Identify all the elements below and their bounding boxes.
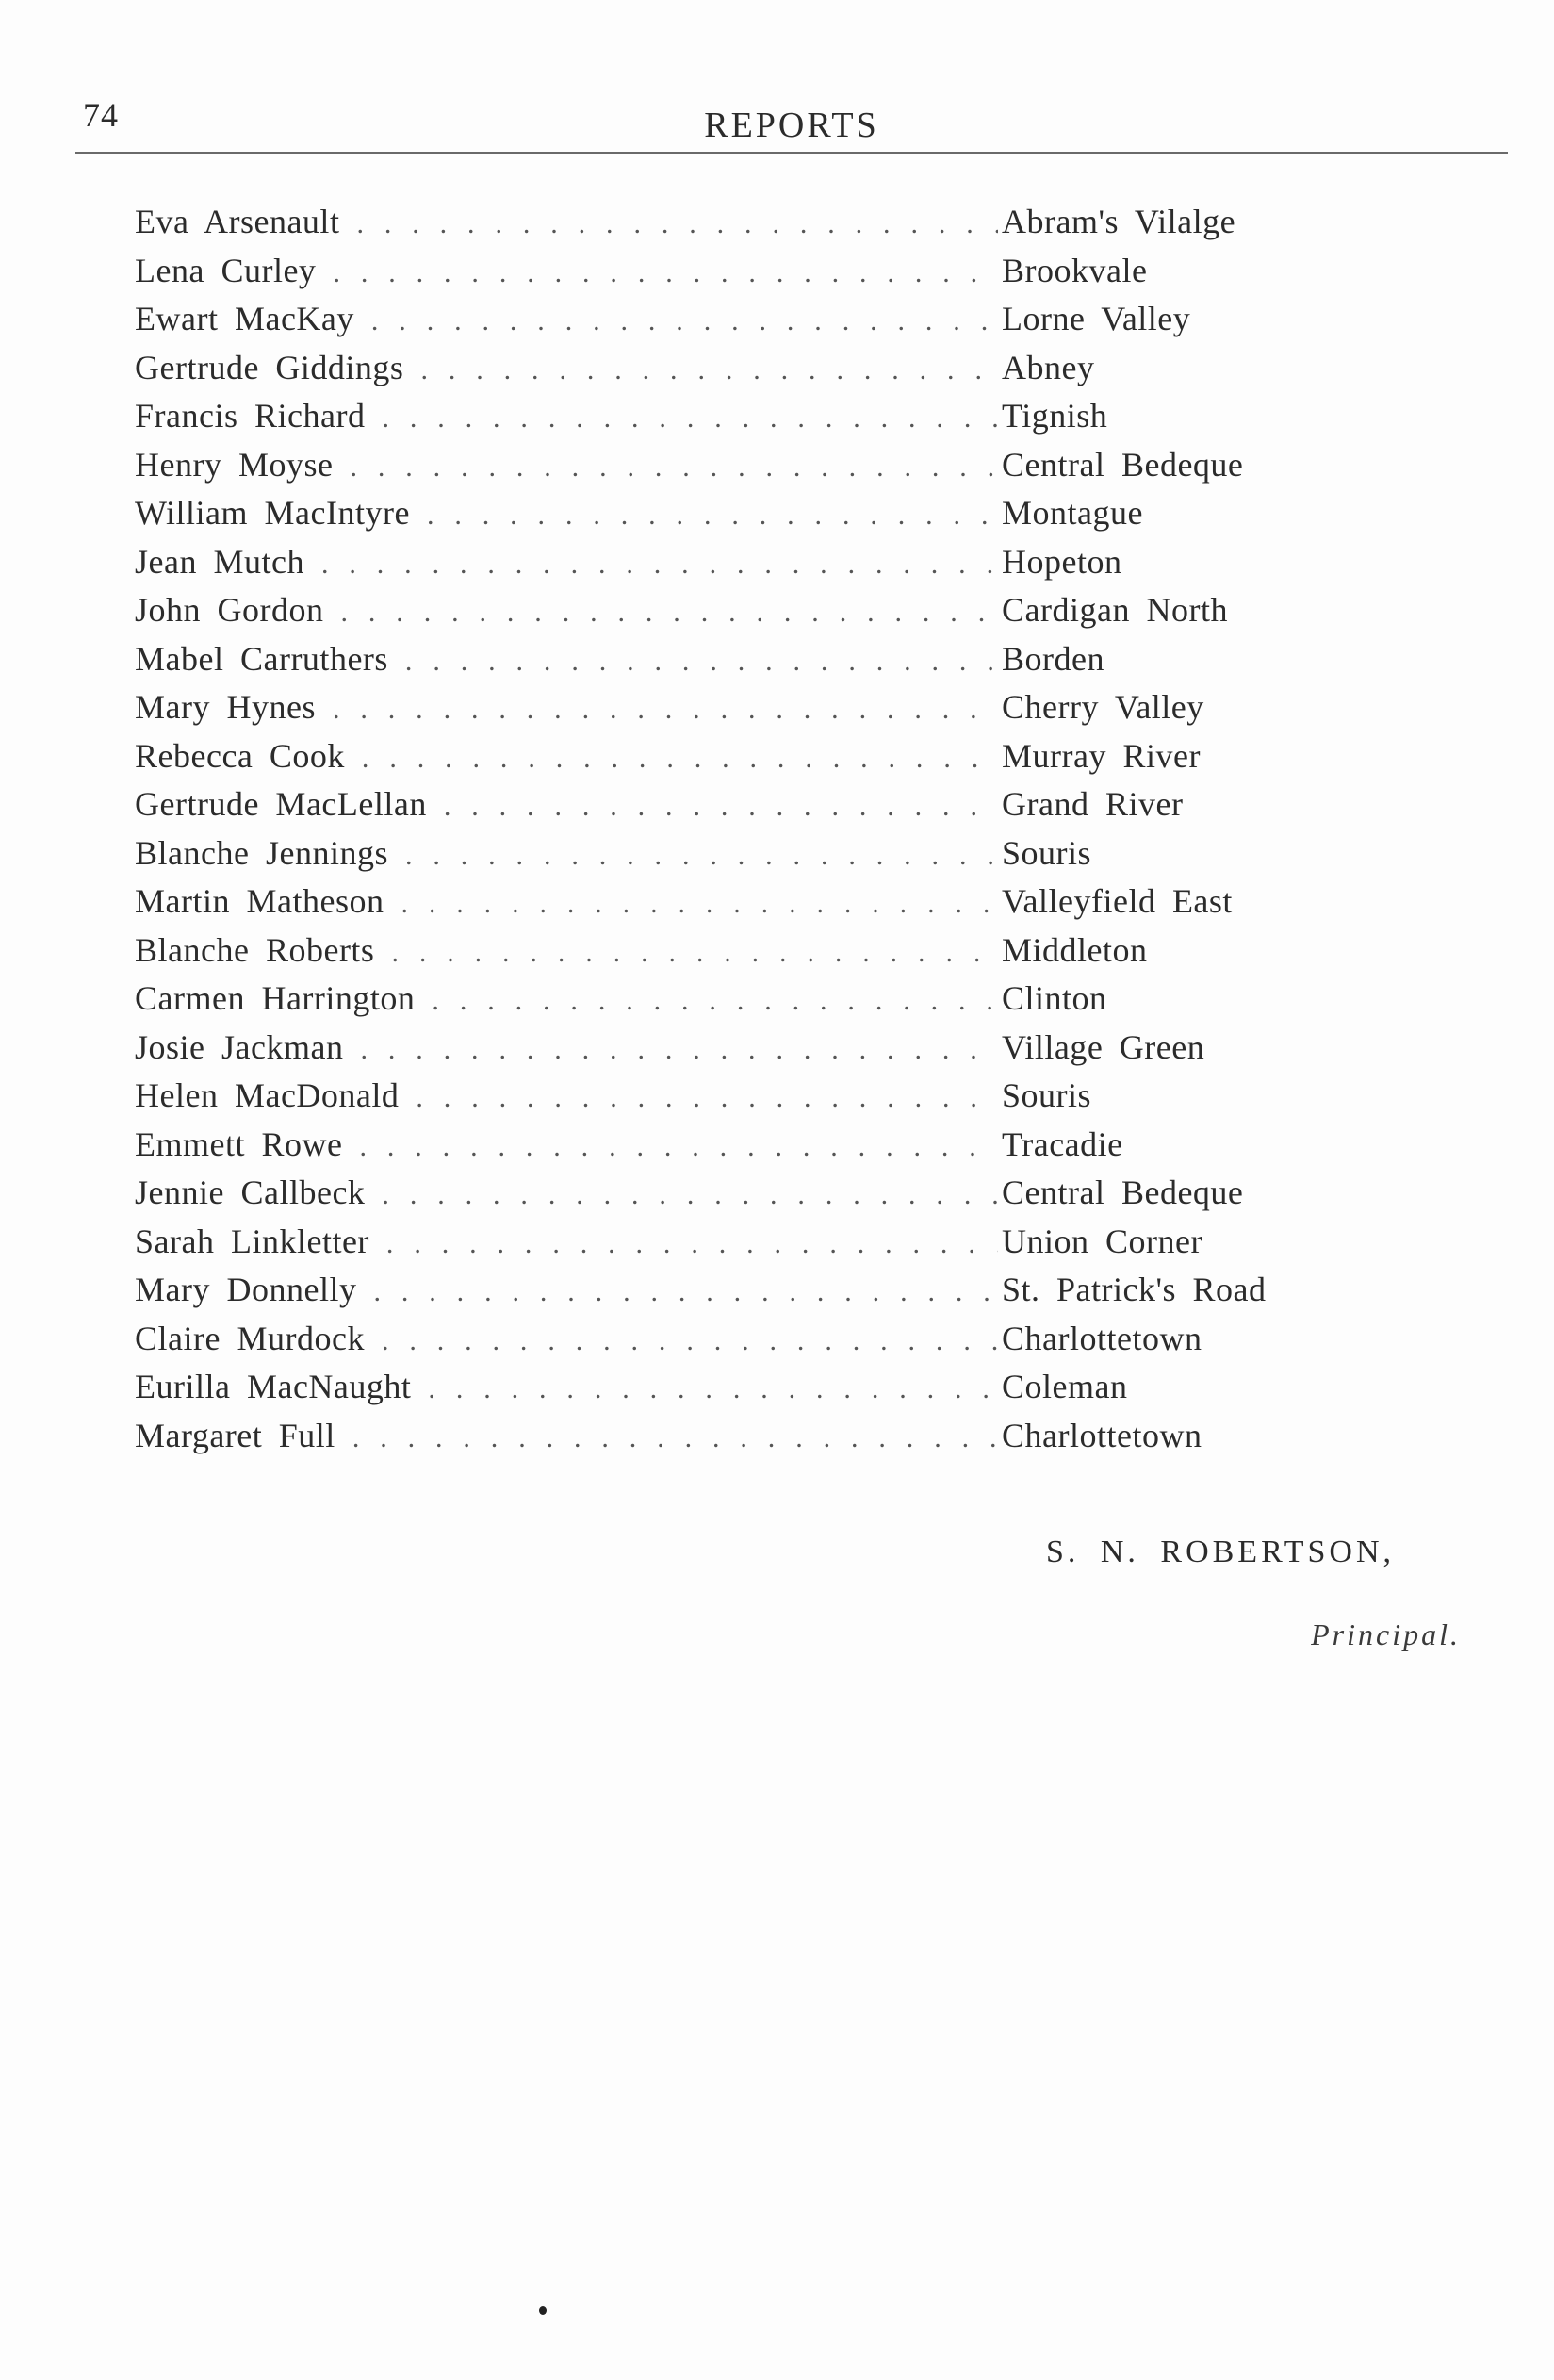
student-name: Ewart MacKay <box>135 300 354 337</box>
student-place: Montague <box>1002 494 1143 532</box>
dot-leader <box>356 208 998 240</box>
list-item <box>135 348 1341 397</box>
student-name: Francis Richard <box>135 397 366 435</box>
dot-leader <box>359 1131 998 1163</box>
student-place: Village Green <box>1002 1027 1205 1066</box>
student-place: Abney <box>1002 348 1095 386</box>
dot-leader <box>432 985 998 1017</box>
list-item <box>135 930 1341 979</box>
student-place: Grand River <box>1002 785 1184 823</box>
list-item <box>135 881 1341 930</box>
list-item <box>135 1027 1341 1076</box>
student-name: Gertrude MacLellan <box>135 785 427 823</box>
dot-leader <box>350 451 998 484</box>
student-roster <box>135 202 1341 1464</box>
student-place: Hopeton <box>1002 542 1122 581</box>
student-name: Jennie Callbeck <box>135 1174 366 1211</box>
page-heading: REPORTS <box>704 106 879 145</box>
dot-leader <box>321 549 998 581</box>
student-name: Blanche Roberts <box>135 930 375 969</box>
student-name: John Gordon <box>135 591 324 629</box>
student-name: William MacIntyre <box>135 494 410 532</box>
student-name: Margaret Full <box>135 1416 335 1454</box>
student-place: Clinton <box>1002 979 1107 1017</box>
student-name: Blanche Jennings <box>135 833 388 872</box>
list-item <box>135 639 1341 688</box>
list-item <box>135 1416 1341 1465</box>
dot-leader <box>405 646 998 678</box>
student-place: Coleman <box>1002 1368 1128 1405</box>
list-item <box>135 299 1341 348</box>
dot-leader <box>386 1228 998 1260</box>
dot-leader <box>427 500 998 532</box>
student-name: Eurilla MacNaught <box>135 1368 412 1405</box>
dot-leader <box>420 354 998 386</box>
list-item <box>135 542 1341 591</box>
student-name: Eva Arsenault <box>135 203 340 240</box>
list-item <box>135 1173 1341 1222</box>
student-name: Henry Moyse <box>135 445 334 484</box>
student-place: Central Bedeque <box>1002 445 1244 484</box>
dot-leader <box>333 694 998 726</box>
student-place: Cherry Valley <box>1002 688 1204 726</box>
student-name: Martin Matheson <box>135 882 384 920</box>
student-place: Brookvale <box>1002 251 1148 289</box>
student-name: Mary Hynes <box>135 688 316 726</box>
list-item <box>135 1222 1341 1271</box>
page-number: 74 <box>83 96 119 134</box>
dot-leader <box>416 1082 998 1114</box>
student-place: Cardigan North <box>1002 591 1228 629</box>
dot-leader <box>382 1179 998 1211</box>
list-item <box>135 590 1341 639</box>
list-item <box>135 396 1341 445</box>
list-item <box>135 202 1341 251</box>
list-item <box>135 251 1341 300</box>
ink-speck <box>539 2306 547 2315</box>
student-place: Charlottetown <box>1002 1416 1202 1454</box>
dot-leader <box>362 743 998 775</box>
list-item <box>135 1124 1341 1174</box>
student-name: Josie Jackman <box>135 1027 344 1066</box>
student-name: Helen MacDonald <box>135 1076 400 1114</box>
signatory-title: Principal. <box>1311 1617 1461 1651</box>
dot-leader <box>371 305 998 337</box>
dot-leader <box>401 888 998 920</box>
list-item <box>135 978 1341 1027</box>
student-name: Carmen Harrington <box>135 979 416 1017</box>
dot-leader <box>352 1422 998 1454</box>
list-item <box>135 1319 1341 1368</box>
page-header <box>75 90 1508 156</box>
student-name: Emmett Rowe <box>135 1124 343 1163</box>
dot-leader <box>341 597 999 629</box>
student-name: Lena Curley <box>135 251 317 289</box>
dot-leader <box>382 402 998 435</box>
list-item <box>135 833 1341 882</box>
list-item <box>135 736 1341 785</box>
student-place: St. Patrick's Road <box>1002 1271 1267 1308</box>
dot-leader <box>444 791 998 823</box>
dot-leader <box>373 1276 998 1308</box>
student-name: Sarah Linkletter <box>135 1222 369 1260</box>
list-item <box>135 445 1341 494</box>
list-item <box>135 784 1341 833</box>
dot-leader <box>428 1373 998 1405</box>
dot-leader <box>360 1034 998 1066</box>
student-name: Gertrude Giddings <box>135 348 404 386</box>
student-place: Abram's Vilalge <box>1002 203 1236 240</box>
student-name: Mary Donnelly <box>135 1271 357 1308</box>
student-place: Lorne Valley <box>1002 300 1191 337</box>
dot-leader <box>333 257 998 289</box>
list-item <box>135 1270 1341 1319</box>
list-item <box>135 1367 1341 1416</box>
list-item <box>135 1075 1341 1124</box>
student-name: Rebecca Cook <box>135 736 345 775</box>
student-name: Mabel Carruthers <box>135 639 388 678</box>
dot-leader <box>405 840 998 872</box>
student-place: Tignish <box>1002 397 1108 435</box>
student-place: Souris <box>1002 833 1092 872</box>
list-item <box>135 687 1341 736</box>
student-place: Tracadie <box>1002 1124 1123 1163</box>
student-place: Central Bedeque <box>1002 1174 1244 1211</box>
student-place: Middleton <box>1002 930 1148 969</box>
student-place: Murray River <box>1002 736 1201 775</box>
dot-leader <box>382 1325 998 1357</box>
student-place: Borden <box>1002 639 1104 678</box>
student-place: Valleyfield East <box>1002 882 1233 920</box>
student-name: Jean Mutch <box>135 542 304 581</box>
header-rule <box>75 152 1508 154</box>
dot-leader <box>391 937 998 969</box>
list-item <box>135 493 1341 542</box>
student-name: Claire Murdock <box>135 1319 365 1357</box>
student-place: Charlottetown <box>1002 1319 1202 1357</box>
student-place: Union Corner <box>1002 1222 1202 1260</box>
student-place: Souris <box>1002 1076 1092 1114</box>
signatory-name: S. N. ROBERTSON, <box>1045 1535 1395 1569</box>
